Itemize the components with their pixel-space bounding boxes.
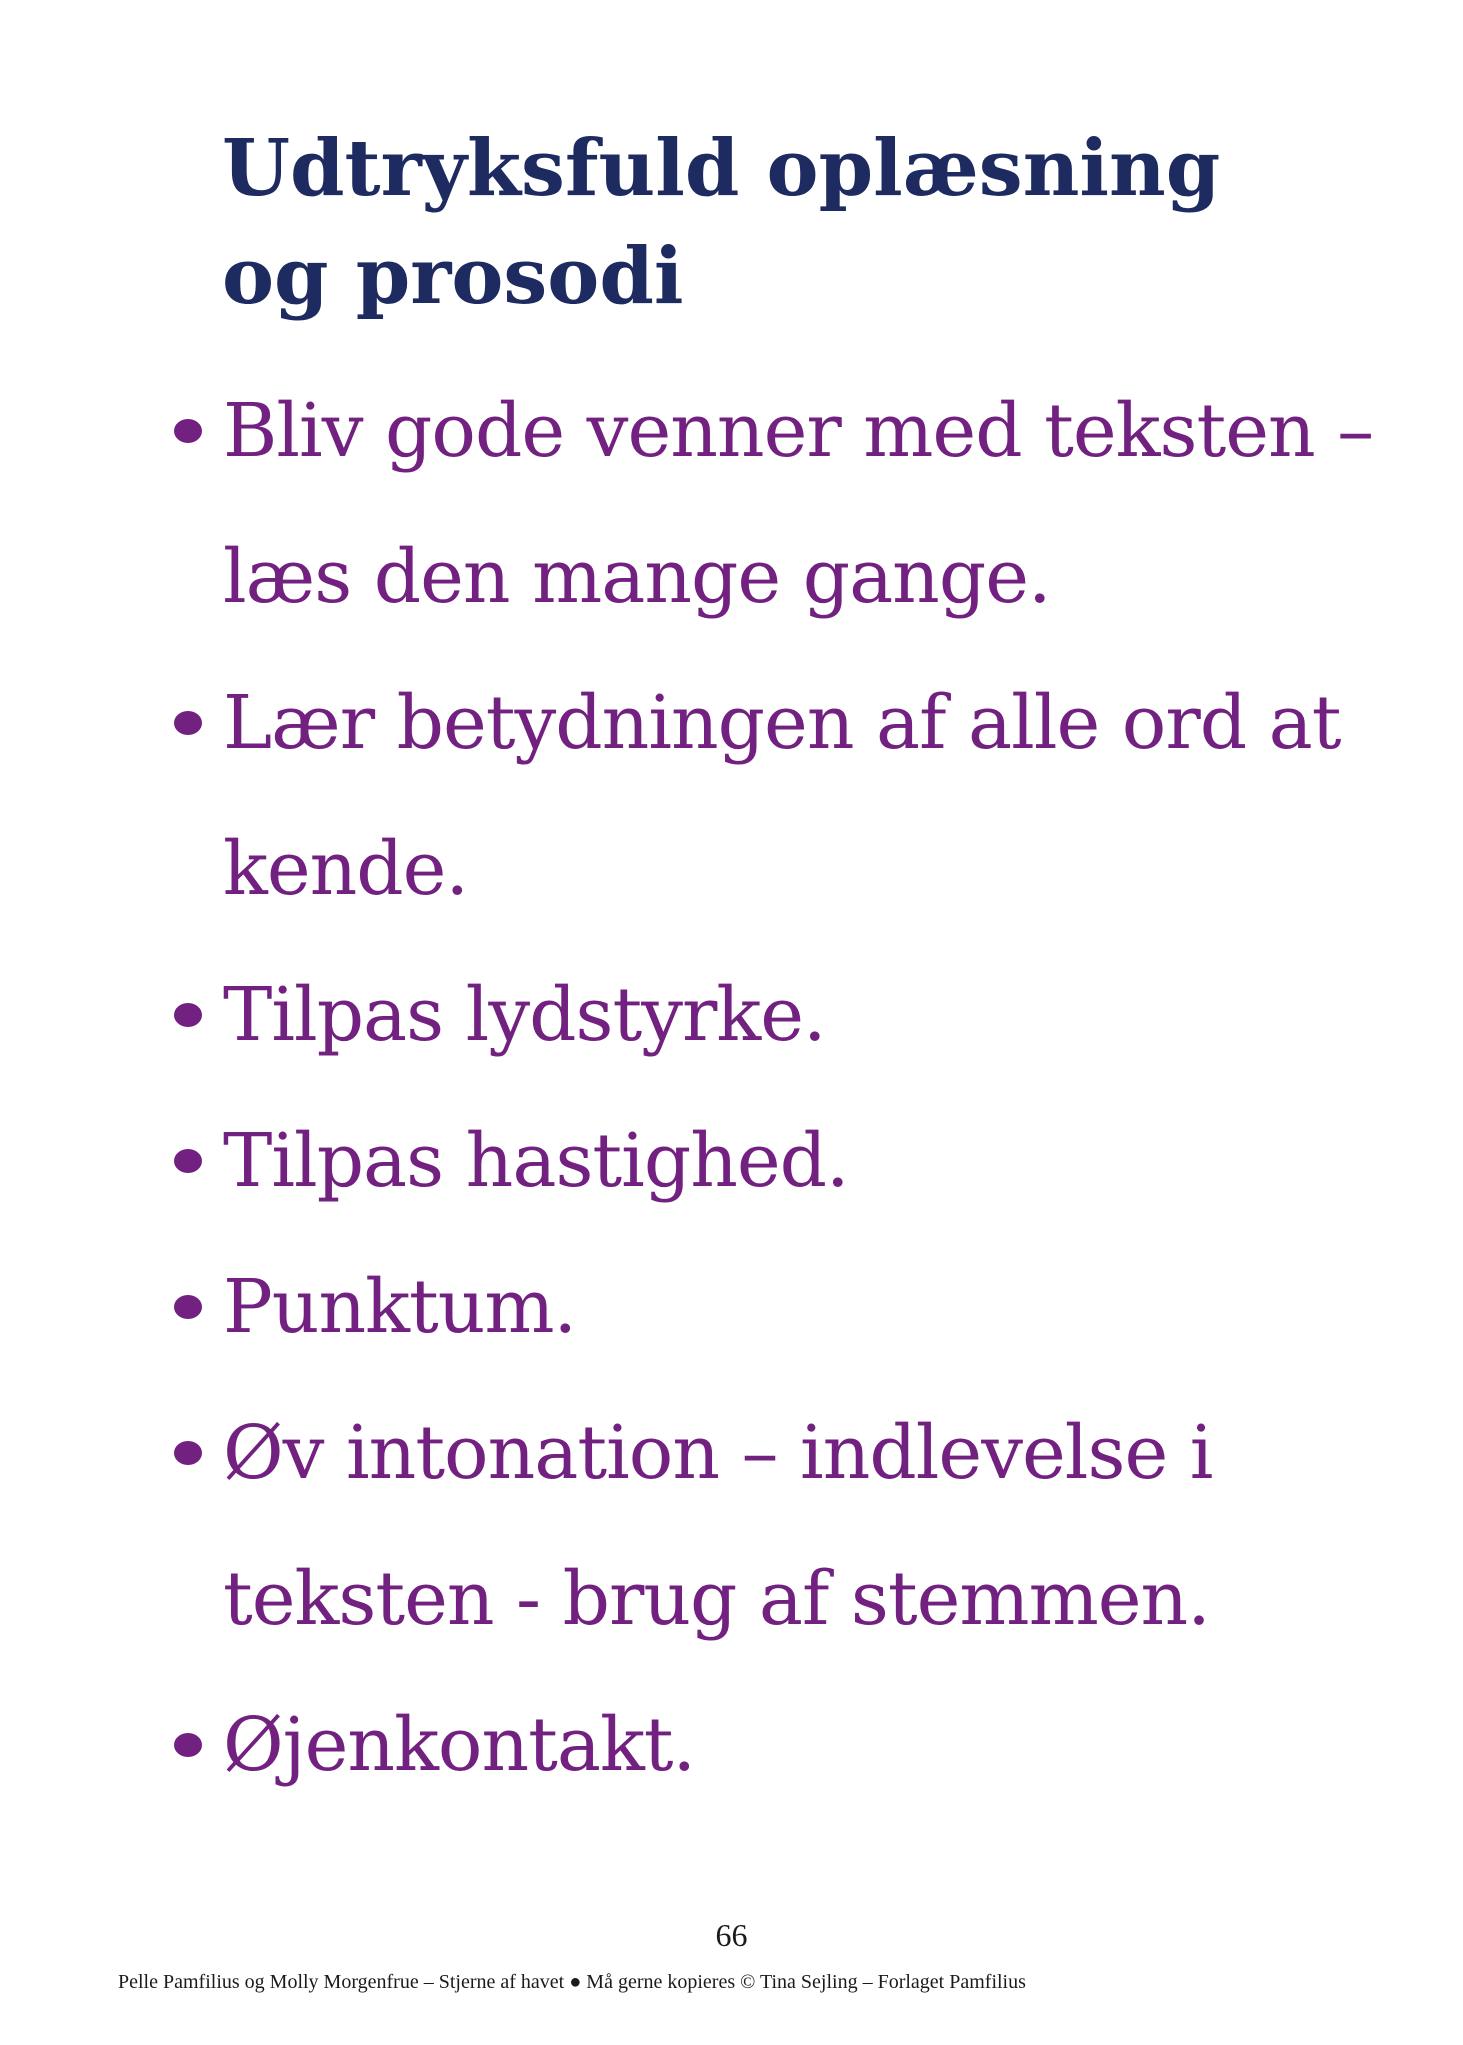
page-title bbox=[222, 115, 1220, 331]
bullet-item-1-line-1: Bliv gode venner med teksten – bbox=[223, 388, 1374, 474]
page-number: 66 bbox=[715, 1917, 748, 1953]
page-title-line-2: og prosodi bbox=[222, 231, 684, 323]
bullet-list bbox=[223, 358, 1373, 1818]
bullet-item-5 bbox=[223, 1234, 1373, 1380]
bullet-item-3-line-1: Tilpas lydstyrke. bbox=[223, 972, 826, 1058]
bullet-item-6-line-1: Øv intonation – indlevelse i bbox=[223, 1410, 1213, 1496]
bullet-item-3 bbox=[223, 942, 1373, 1088]
bullet-item-1 bbox=[223, 358, 1373, 650]
bullet-item-7 bbox=[223, 1672, 1373, 1818]
page-title-line-1: Udtryksfuld oplæsning bbox=[222, 123, 1221, 215]
bullet-item-6 bbox=[223, 1380, 1373, 1672]
bullet-item-5-line-1: Punktum. bbox=[223, 1264, 577, 1350]
bullet-item-2-line-1: Lær betydningen af alle ord at bbox=[223, 680, 1341, 766]
bullet-item-2 bbox=[223, 650, 1373, 942]
bullet-item-2-line-2: kende. bbox=[223, 826, 468, 912]
bullet-item-7-line-1: Øjenkontakt. bbox=[223, 1702, 696, 1788]
bullet-item-4-line-1: Tilpas hastighed. bbox=[223, 1118, 849, 1204]
bullet-item-1-line-2: læs den mange gange. bbox=[223, 534, 1051, 620]
footer-credit-line: Pelle Pamfilius og Molly Morgenfrue – Stjerne af havet ● Må gerne kopieres © Tina Sejling – Forlaget Pamfilius bbox=[118, 1971, 1026, 1993]
bullet-item-6-line-2: teksten - brug af stemmen. bbox=[223, 1556, 1210, 1642]
bullet-item-4 bbox=[223, 1088, 1373, 1234]
